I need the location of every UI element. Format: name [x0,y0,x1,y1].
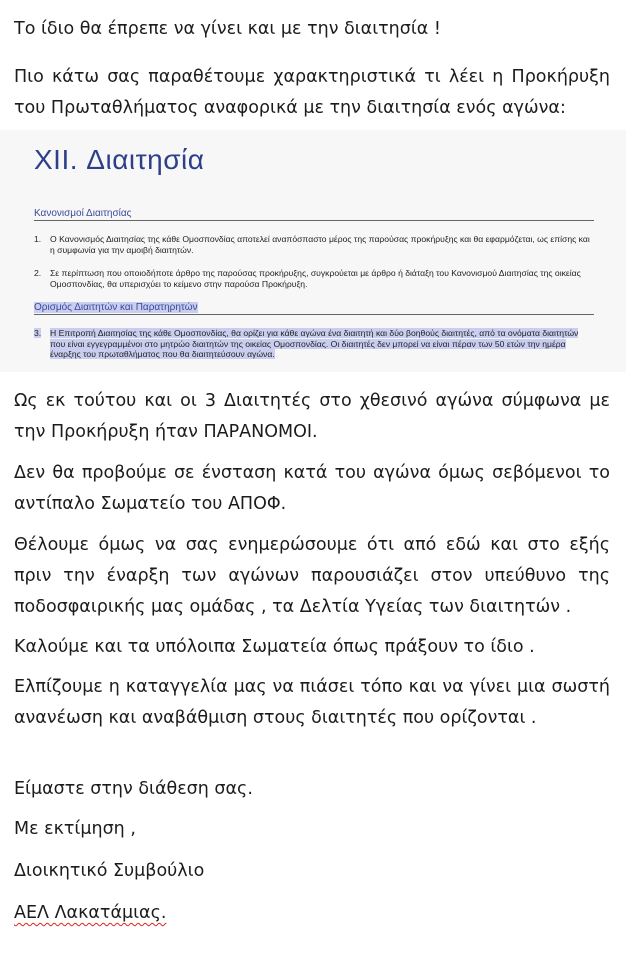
signature-club: ΑΕΛ Λακατάμιας. [14,903,167,923]
closing-regards: Με εκτίμηση , [14,819,136,839]
item-number: 3. [34,328,42,338]
section-heading-referee-appointment: Ορισμός Διαιτητών και Παρατηρητών [34,302,594,315]
paragraph-no-appeal: Δεν θα προβούμε σε ένσταση κατά του αγώνα όμως σεβόμενοι το αντίπαλο Σωματείο του ΑΠΟΦ. [14,463,610,514]
paragraph-availability: Είμαστε στην διάθεση σας. [14,779,253,799]
paragraph-hope: Ελπίζουμε η καταγγελία μας να πιάσει τόπο και να γίνει μια σωστή ανανέωση και αναβάθμιση στους διαιτητές που ορίζονται . [14,677,610,728]
item-text: Η Επιτροπή Διαιτησίας της κάθε Ομοσπονδίας, θα ορίζει για κάθε αγώνα ένα διαιτητή και δύο βοηθούς διαιτητές, από τα ονόματα διαιτητών που είναι εγγεγραμμένοι στο μητρώο διαιτητών της οικείας Ομοσπονδίας. Οι διαιτητές δεν μπορεί να είναι πέραν των 50 ετών την ημέρα έναρξης του πρωταθλήματος που θα διαιτητεύσουν αγώνα. [50,328,579,359]
paragraph-call-to-clubs: Καλούμε και τα υπόλοιπα Σωματεία όπως πράξουν το ίδιο . [14,637,535,657]
regulation-item-1 [34,234,594,255]
intro-line-1: Το ίδιο θα έπρεπε να γίνει και με την διαιτησία ! [14,19,441,39]
signature-board: Διοικητικό Συμβούλιο [14,861,205,881]
regulation-item-2 [34,268,594,289]
item-number: 2. [34,268,42,278]
regulation-item-3 [34,328,594,360]
embedded-document-excerpt [0,130,626,372]
intro-line-2: Πιο κάτω σας παραθέτουμε χαρακτηριστικά τι λέει η Προκήρυξη του Πρωταθλήματος αναφορικά με την διαιτησία ενός αγώνα: [14,67,610,118]
section-heading-referee-regulations: Κανονισμοί Διαιτησίας [34,208,594,221]
document-section-title: XII. Διαιτησία [34,144,205,175]
item-text: Ο Κανονισμός Διαιτησίας της κάθε Ομοσπονδίας αποτελεί αναπόσπαστο μέρος της παρούσας προκήρυξης και θα εφαρμόζεται, ως επίσης και η συμφωνία για την αμοιβή διαιτητών. [50,234,590,255]
paragraph-health-certificates: Θέλουμε όμως να σας ενημερώσουμε ότι από εδώ και στο εξής πριν την έναρξη των αγώνων παρουσιάζει στον υπεύθυνο της ποδοσφαιρικής μας ομάδας , τα Δελτία Υγείας των διαιτητών . [14,535,610,617]
item-number: 1. [34,234,42,244]
paragraph-illegal-referees: Ως εκ τούτου και οι 3 Διαιτητές στο χθεσινό αγώνα σύμφωνα με την Προκήρυξη ήταν ΠΑΡΑΝΟΜΟΙ. [14,391,610,442]
item-text: Σε περίπτωση που οποιοδήποτε άρθρο της παρούσας προκήρυξης, συγκρούεται με άρθρο ή διάταξη του Κανονισμού Διαιτησίας της οικείας Ομοσπονδίας, θα υπερισχύει το κείμενο στην παρούσα Προκήρυξη. [50,268,581,289]
